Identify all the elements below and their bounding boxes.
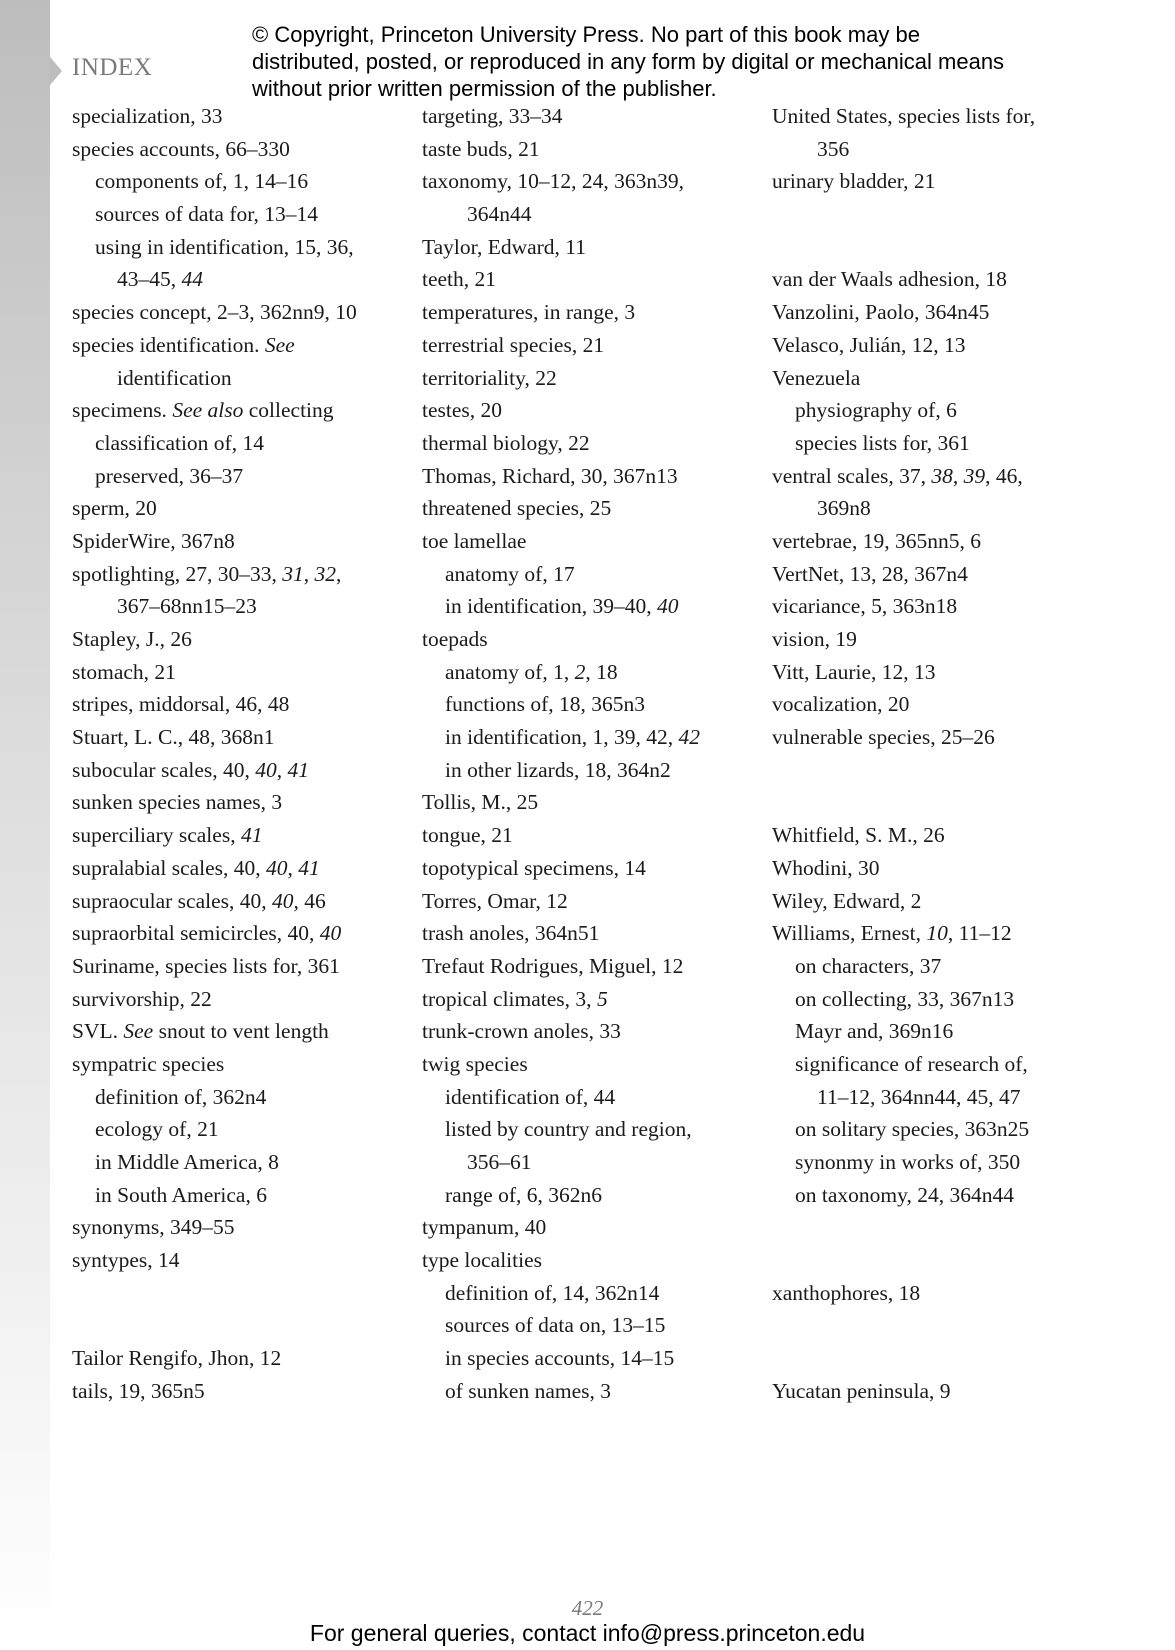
index-entry: on solitary species, 363n25 — [795, 1117, 1030, 1142]
index-entry: type localities — [422, 1248, 543, 1273]
index-entry: toe lamellae — [422, 528, 527, 553]
index-spacer — [772, 198, 1092, 231]
index-entry: Yucatan peninsula, 9 — [772, 1378, 951, 1403]
index-entry: Williams, Ernest, 10, 11–12 — [772, 921, 1012, 946]
index-entry: tropical climates, 3, 5 — [422, 986, 608, 1011]
index-entry: vision, 19 — [772, 627, 857, 651]
index-entry: using in identification, 15, 36, — [95, 234, 354, 259]
index-entry: significance of research of, — [795, 1051, 1028, 1076]
index-spacer — [772, 1342, 1092, 1375]
running-head: INDEX — [72, 54, 153, 81]
index-column-3 — [772, 100, 1092, 1408]
index-spacer — [772, 1211, 1092, 1244]
index-entry: toepads — [422, 627, 488, 651]
page-number: 422 — [571, 1596, 604, 1620]
index-entry: components of, 1, 14–16 — [95, 169, 309, 194]
index-entry: threatened species, 25 — [422, 496, 612, 521]
index-entry: sympatric species — [72, 1051, 225, 1076]
index-spacer — [72, 1309, 412, 1342]
index-entry: specialization, 33 — [72, 104, 223, 128]
index-entry: tongue, 21 — [422, 823, 513, 848]
index-entry: on characters, 37 — [795, 953, 942, 978]
index-entry: thermal biology, 22 — [422, 430, 590, 455]
index-entry: vicariance, 5, 363n18 — [772, 594, 958, 619]
index-entry: specimens. See also collecting — [72, 398, 334, 423]
index-entry: listed by country and region, — [445, 1117, 692, 1142]
index-entry: in identification, 1, 39, 42, 42 — [445, 725, 700, 750]
index-entry: trash anoles, 364n51 — [422, 921, 600, 946]
index-entry: Whodini, 30 — [772, 855, 880, 880]
page-edge-tab — [0, 0, 50, 1650]
index-entry: 356 — [817, 136, 850, 161]
index-entry: definition of, 14, 362n14 — [445, 1280, 660, 1305]
index-entry: Tailor Rengifo, Jhon, 12 — [72, 1346, 282, 1371]
index-spacer — [772, 231, 1092, 264]
index-entry: trunk-crown anoles, 33 — [422, 1019, 621, 1044]
index-entry: subocular scales, 40, 40, 41 — [72, 757, 310, 782]
index-entry: Tollis, M., 25 — [422, 790, 539, 815]
index-entry: xanthophores, 18 — [772, 1280, 921, 1305]
index-entry: identification — [117, 365, 232, 390]
index-entry: Velasco, Julián, 12, 13 — [772, 332, 966, 357]
index-entry: species accounts, 66–330 — [72, 136, 290, 161]
index-entry: vulnerable species, 25–26 — [772, 725, 995, 750]
index-entry: Mayr and, 369n16 — [795, 1019, 954, 1044]
index-entry: preserved, 36–37 — [95, 463, 244, 488]
index-entry: tails, 19, 365n5 — [72, 1378, 205, 1403]
index-entry: urinary bladder, 21 — [772, 169, 936, 194]
index-entry: definition of, 362n4 — [95, 1084, 267, 1109]
index-entry: 369n8 — [817, 496, 871, 521]
index-spacer — [72, 1277, 412, 1310]
index-entry: topotypical specimens, 14 — [422, 855, 646, 880]
index-entry: vocalization, 20 — [772, 692, 910, 717]
index-entry: species identification. See — [72, 332, 295, 357]
index-entry: taste buds, 21 — [422, 136, 540, 161]
index-entry: Stapley, J., 26 — [72, 627, 192, 651]
index-entry: identification of, 44 — [445, 1084, 616, 1109]
index-entry: in Middle America, 8 — [95, 1150, 279, 1174]
index-entry: ecology of, 21 — [95, 1117, 219, 1142]
index-spacer — [772, 1309, 1092, 1342]
index-entry: species lists for, 361 — [795, 430, 970, 455]
index-entry: Trefaut Rodrigues, Miguel, 12 — [422, 953, 684, 978]
index-entry: sources of data on, 13–15 — [445, 1313, 666, 1338]
index-entry: on taxonomy, 24, 364n44 — [795, 1182, 1014, 1207]
index-entry: Torres, Omar, 12 — [422, 888, 568, 913]
index-entry: tympanum, 40 — [422, 1215, 547, 1240]
index-entry: ventral scales, 37, 38, 39, 46, — [772, 463, 1023, 488]
index-entry: 364n44 — [467, 202, 532, 227]
index-entry: Thomas, Richard, 30, 367n13 — [422, 463, 678, 488]
index-entry: teeth, 21 — [422, 267, 497, 292]
index-entry: Taylor, Edward, 11 — [422, 234, 587, 259]
index-entry: anatomy of, 1, 2, 18 — [445, 659, 618, 684]
index-entry: superciliary scales, 41 — [72, 823, 263, 848]
index-entry: temperatures, in range, 3 — [422, 300, 636, 325]
index-entry: physiography of, 6 — [795, 398, 957, 423]
index-entry: United States, species lists for, — [772, 104, 1036, 128]
index-spacer — [772, 1244, 1092, 1277]
index-entry: SpiderWire, 367n8 — [72, 528, 235, 553]
index-entry: survivorship, 22 — [72, 986, 212, 1011]
index-entry: Whitfield, S. M., 26 — [772, 823, 945, 848]
index-entry: testes, 20 — [422, 398, 503, 423]
index-entry: twig species — [422, 1051, 528, 1076]
index-entry: Vitt, Laurie, 12, 13 — [772, 659, 936, 684]
index-column-1 — [72, 100, 412, 1408]
index-column-2 — [422, 100, 762, 1408]
index-entry: terrestrial species, 21 — [422, 332, 605, 357]
index-entry: supraocular scales, 40, 40, 46 — [72, 888, 326, 913]
index-entry: in South America, 6 — [95, 1182, 267, 1207]
index-entry: of sunken names, 3 — [445, 1378, 611, 1403]
index-entry: Wiley, Edward, 2 — [772, 888, 922, 913]
index-entry: Stuart, L. C., 48, 368n1 — [72, 725, 275, 750]
index-entry: targeting, 33–34 — [422, 104, 563, 128]
index-entry: in identification, 39–40, 40 — [445, 594, 679, 619]
index-entry: van der Waals adhesion, 18 — [772, 267, 1007, 292]
index-entry: Vanzolini, Paolo, 364n45 — [772, 300, 990, 325]
index-entry: Venezuela — [772, 365, 861, 390]
edge-arrow-icon — [50, 57, 62, 85]
index-entry: VertNet, 13, 28, 367n4 — [772, 561, 968, 586]
index-entry: in species accounts, 14–15 — [445, 1346, 675, 1371]
index-entry: 367–68nn15–23 — [117, 594, 257, 619]
index-spacer — [772, 786, 1092, 819]
index-entry: sunken species names, 3 — [72, 790, 283, 815]
index-entry: classification of, 14 — [95, 430, 264, 455]
index-entry: 11–12, 364nn44, 45, 47 — [817, 1084, 1021, 1109]
index-entry: stripes, middorsal, 46, 48 — [72, 692, 290, 717]
index-entry: species concept, 2–3, 362nn9, 10 — [72, 300, 357, 325]
index-entry: in other lizards, 18, 364n2 — [445, 757, 671, 782]
index-entry: anatomy of, 17 — [445, 561, 575, 586]
index-entry: spotlighting, 27, 30–33, 31, 32, — [72, 561, 342, 586]
index-entry: synonmy in works of, 350 — [795, 1150, 1021, 1174]
index-entry: functions of, 18, 365n3 — [445, 692, 646, 717]
index-entry: Suriname, species lists for, 361 — [72, 953, 340, 978]
index-entry: vertebrae, 19, 365nn5, 6 — [772, 528, 981, 553]
index-entry: SVL. See snout to vent length — [72, 1019, 329, 1044]
index-entry: supraorbital semicircles, 40, 40 — [72, 921, 342, 946]
copyright-notice: © Copyright, Princeton University Press. No part of this book may be distributed, posted, or reproduced in any form by digital or mechanical means without prior written permission of the publisher. — [252, 22, 1005, 101]
index-entry: stomach, 21 — [72, 659, 176, 684]
index-entry: 43–45, 44 — [117, 267, 203, 292]
index-entry: synonyms, 349–55 — [72, 1215, 235, 1240]
index-entry: range of, 6, 362n6 — [445, 1182, 603, 1207]
index-entry: taxonomy, 10–12, 24, 363n39, — [422, 169, 684, 194]
index-entry: syntypes, 14 — [72, 1248, 180, 1273]
index-entry: territoriality, 22 — [422, 365, 557, 390]
index-entry: sperm, 20 — [72, 496, 157, 521]
index-entry: sources of data for, 13–14 — [95, 202, 319, 227]
index-entry: 356–61 — [467, 1150, 532, 1174]
index-entry: on collecting, 33, 367n13 — [795, 986, 1015, 1011]
index-spacer — [772, 754, 1092, 787]
footer-contact: For general queries, contact info@press.princeton.edu — [309, 1620, 866, 1646]
index-entry: supralabial scales, 40, 40, 41 — [72, 855, 320, 880]
